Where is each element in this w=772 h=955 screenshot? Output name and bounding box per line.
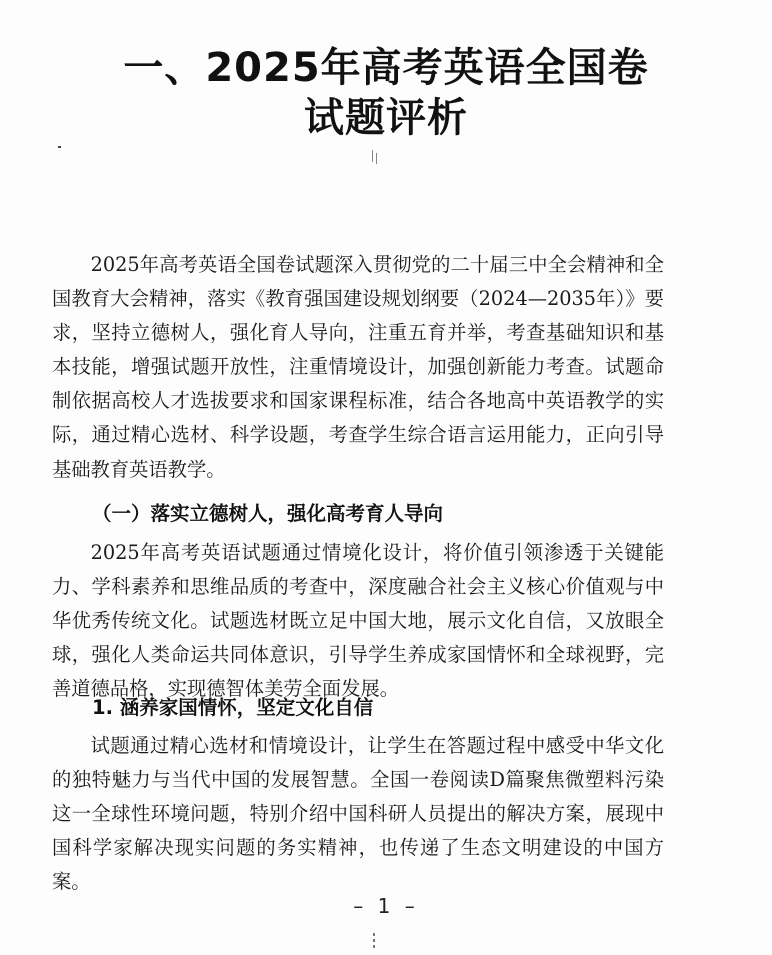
document-title-line-1: 一、2025年高考英语全国卷 <box>123 45 649 91</box>
document-title-line-2: 试题评析 <box>304 95 468 141</box>
intro-paragraph: 2025年高考英语全国卷试题深入贯彻党的二十届三中全会精神和全国教育大会精神，落实《教育强国建设规划纲要（2024—2035年）》要求，坚持立德树人，强化育人导向，注重五育并举，考查基础知识和基本技能，增强试题开放性，注重情境设计，加强创新能力考查。试题命制依据高校人才选拔要求和国家课程标准，结合各地高中英语教学的实际，通过精心选材、科学设题，考查学生综合语言运用能力，正向引导基础教育英语教学。 <box>52 253 664 481</box>
subsection-heading-1: 1. 涵养家国情怀，坚定文化自信 <box>92 696 374 719</box>
scan-artifact-bottom-mark <box>372 933 376 949</box>
scan-artifact-dot <box>58 146 61 148</box>
page-number: – 1 – <box>353 894 419 918</box>
scan-artifact-mark <box>370 150 382 168</box>
section-1-paragraph: 2025年高考英语试题通过情境化设计，将价值引领渗透于关键能力、学科素养和思维品质的考查中，深度融合社会主义核心价值观与中华优秀传统文化。试题选材既立足中国大地，展示文化自信，又放眼全球，强化人类命运共同体意识，引导学生养成家国情怀和全球视野，完善道德品格，实现德智体美劳全面发展。 <box>52 541 664 701</box>
section-heading-1: （一）落实立德树人，强化高考育人导向 <box>92 502 444 525</box>
subsection-1-paragraph: 试题通过精心选材和情境设计，让学生在答题过程中感受中华文化的独特魅力与当代中国的发展智慧。全国一卷阅读D篇聚焦微塑料污染这一全球性环境问题，特别介绍中国科研人员提出的解决方案，展现中国科学家解决现实问题的务实精神，也传递了生态文明建设的中国方案。 <box>52 734 664 894</box>
